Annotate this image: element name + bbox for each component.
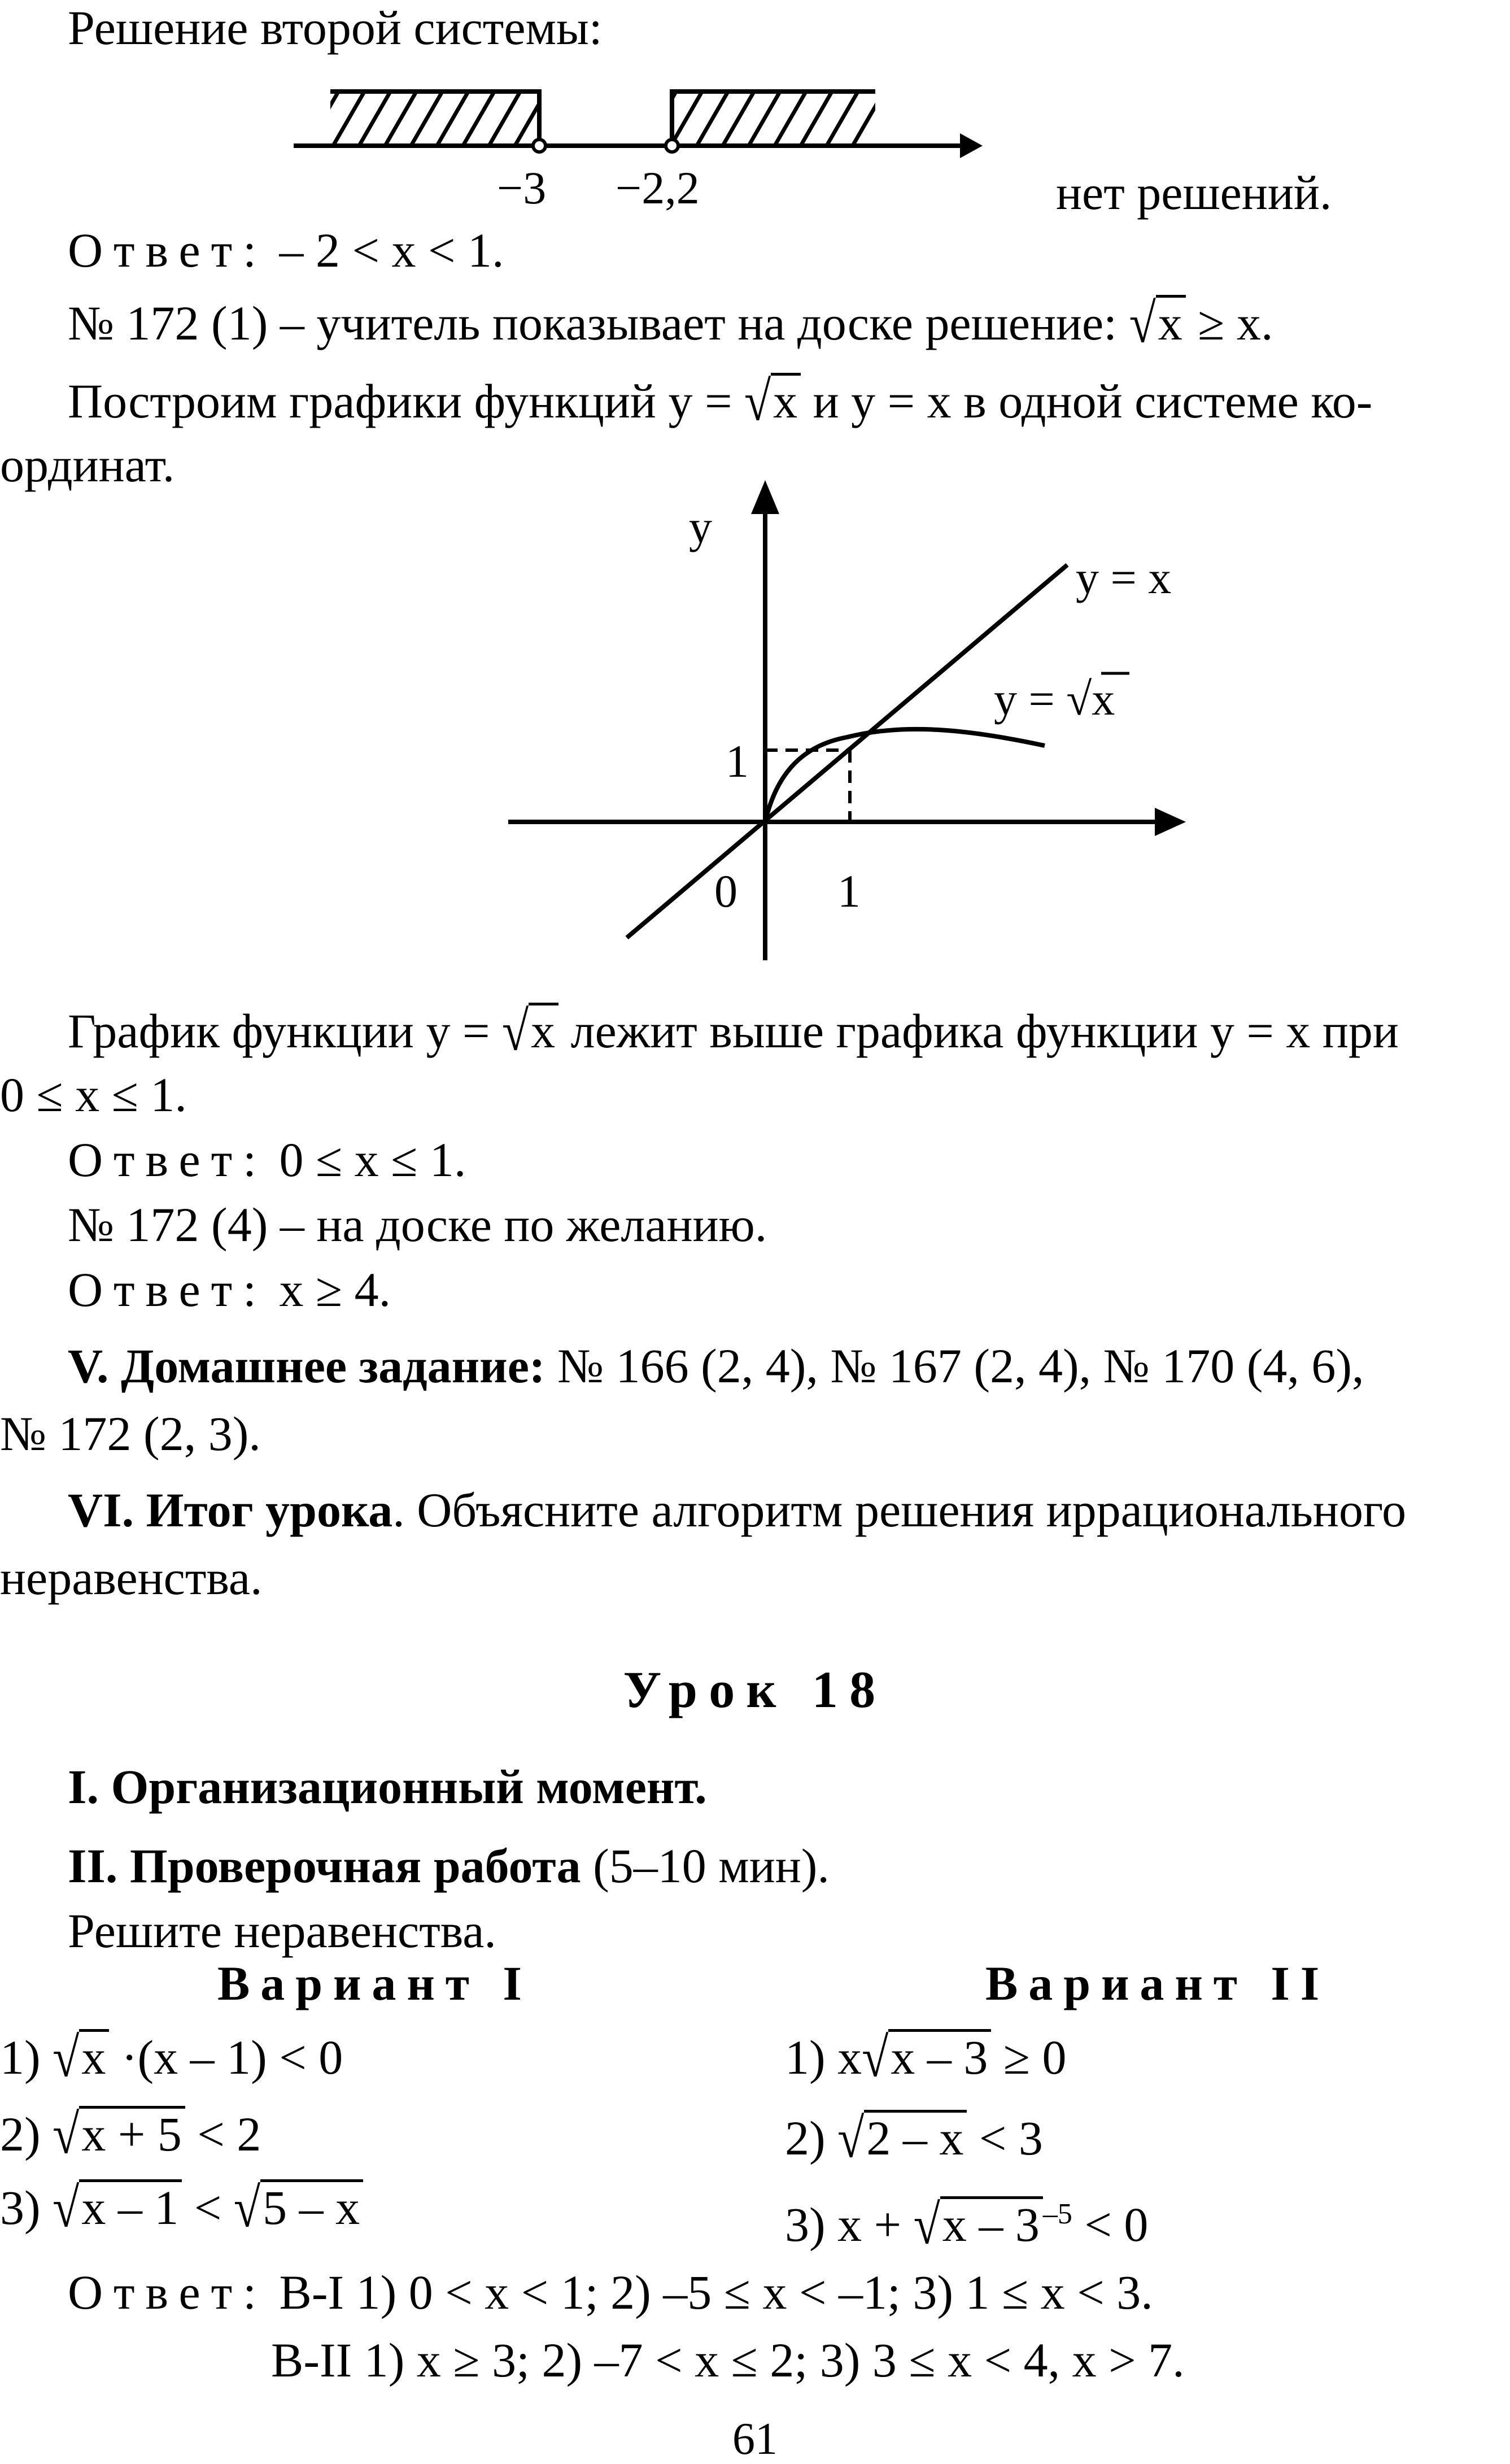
graph-text-2: 0 ≤ x ≤ 1. [0,1068,187,1122]
answer-1 [68,223,504,277]
radicand: x [771,373,801,426]
tick-y-1: 1 [726,735,749,787]
section-check [68,1839,830,1893]
answer-label: Ответ: [68,1263,267,1317]
function-graph [497,480,1231,960]
homework-title: V. Домашнее задание: [68,1339,545,1393]
build-text-b: и у = x в одной системе ко- [801,374,1373,428]
build-text-a: Построим графики функций у = [68,374,744,428]
hatch-left [330,92,539,146]
exponent: –5 [1042,2197,1072,2230]
y-axis-arrow [751,480,779,514]
answer-value: x ≥ 4. [267,1263,391,1317]
radicand: x – 3 [940,2196,1043,2250]
graph-text-a: График функции у = [68,1004,502,1058]
variant-2-problem-3 [785,2193,1149,2256]
problem-number: 1) [0,2030,53,2084]
problem-number: 2) [785,2111,838,2165]
variant-2-problem-1 [785,2026,1067,2089]
lesson-title: Урок 18 [623,1661,887,1718]
number-line-arrow [960,133,983,158]
homework-text: № 166 (2, 4), № 167 (2, 4), № 170 (4, 6), [545,1339,1364,1393]
radical-sign: √ [501,999,529,1063]
x-axis-arrow [1155,808,1186,836]
task-172-4: № 172 (4) – на доске по желанию. [68,1198,767,1252]
radicand-2: 5 – x [260,2179,363,2233]
variant-1-title: Вариант I [217,1956,533,2010]
radicand: x + 5 [79,2106,185,2160]
answer-label: Ответ: [68,2265,267,2319]
problem-number: 1) x [785,2030,862,2084]
solve-instruction: Решите неравенства. [68,1904,496,1958]
system2-title: Решение второй системы: [68,1,603,55]
problem-rest: < 3 [967,2111,1043,2165]
radicand: x [529,1003,558,1056]
answer-label: Ответ: [68,1133,267,1187]
variant-2-title: Вариант II [985,1956,1330,2010]
answer-value: В-I 1) 0 < x < 1; 2) –5 ≤ x < –1; 3) 1 ≤ x < 3. [267,2265,1153,2319]
problem-mid: < [182,2180,234,2235]
point-minus2-2 [666,140,678,152]
point-minus3 [533,140,545,152]
problem-rest: ≥ 0 [991,2030,1067,2084]
check-title: II. Проверочная работа [68,1839,581,1893]
y-axis-label: y [689,501,712,552]
origin-label: 0 [714,865,737,917]
radicand: x [1156,295,1186,349]
radical-sign: √ [233,2176,261,2239]
graph-text-b: лежит выше графика функции у = x при [558,1004,1399,1058]
number-line-figure [282,79,1016,226]
build-line-2: ординат. [0,438,175,492]
no-solutions-text: нет решений. [1056,166,1332,220]
task-tail: ≥ x. [1185,296,1273,350]
homework-line-2: № 172 (2, 3). [0,1407,261,1461]
radical-sign: √ [53,2176,80,2239]
problem-number: 2) [0,2107,53,2161]
variant-2-problem-2 [785,2106,1043,2170]
problem-number: 3) [0,2180,53,2235]
radical-sign: √ [862,2026,889,2089]
summary-title: VI. Итог урока [68,1483,393,1537]
section-org: I. Организационный момент. [68,1760,707,1814]
radicand: x – 3 [888,2029,991,2083]
radical-sign: √ [1066,673,1092,725]
radicand: x – 1 [79,2179,182,2233]
summary-line-2: неравенства. [0,1551,263,1605]
problem-rest: ·(x – 1) < 0 [109,2030,343,2084]
summary-text: . Объясните алгоритм решения иррационального [392,1483,1407,1537]
tick-x-1: 1 [837,865,861,917]
answer-value: 0 ≤ x ≤ 1. [267,1133,466,1187]
radicand: x [79,2029,109,2083]
tick-label-minus3: −3 [497,162,547,214]
problem-rest: < 2 [185,2107,261,2161]
answer-4-line-2: В-II 1) x ≥ 3; 2) –7 < x ≤ 2; 3) 3 ≤ x < 4, x > 7. [271,2333,1185,2387]
tick-label-minus2-2: −2,2 [616,162,700,214]
answer-label: Ответ: [68,223,267,277]
answer-3 [68,1263,391,1317]
task-172-1 [68,291,1273,355]
graph-text-1 [68,999,1399,1063]
answer-value: – 2 < x < 1. [267,223,504,277]
problem-number: 3) x + [785,2197,914,2252]
radical-sign: √ [913,2193,940,2256]
radical-sign: √ [53,2102,80,2166]
problem-rest: < 0 [1072,2197,1149,2252]
radical-sign: √ [1129,291,1156,355]
radical-sign: √ [744,369,771,433]
radical-sign: √ [53,2026,80,2089]
line-label: y = x [1076,552,1172,603]
answer-4-line-1 [68,2265,1153,2319]
page-number: 61 [732,2414,778,2464]
radicand: 2 – x [864,2110,967,2163]
variant-1-problem-1 [0,2026,343,2089]
check-rest: (5–10 мин). [581,1839,830,1893]
variant-1-problem-3 [0,2176,363,2239]
answer-2 [68,1133,466,1187]
build-line-1 [68,369,1373,433]
hatch-right [672,92,875,146]
curve-y-equals-sqrt-x [765,729,1045,822]
variant-1-problem-2 [0,2102,261,2166]
sqrt-curve-label: y = √x [994,673,1115,725]
homework-line-1 [68,1339,1364,1393]
radical-sign: √ [837,2106,865,2170]
task-text: № 172 (1) – учитель показывает на доске решение: [68,296,1129,350]
summary-line-1 [68,1483,1407,1537]
